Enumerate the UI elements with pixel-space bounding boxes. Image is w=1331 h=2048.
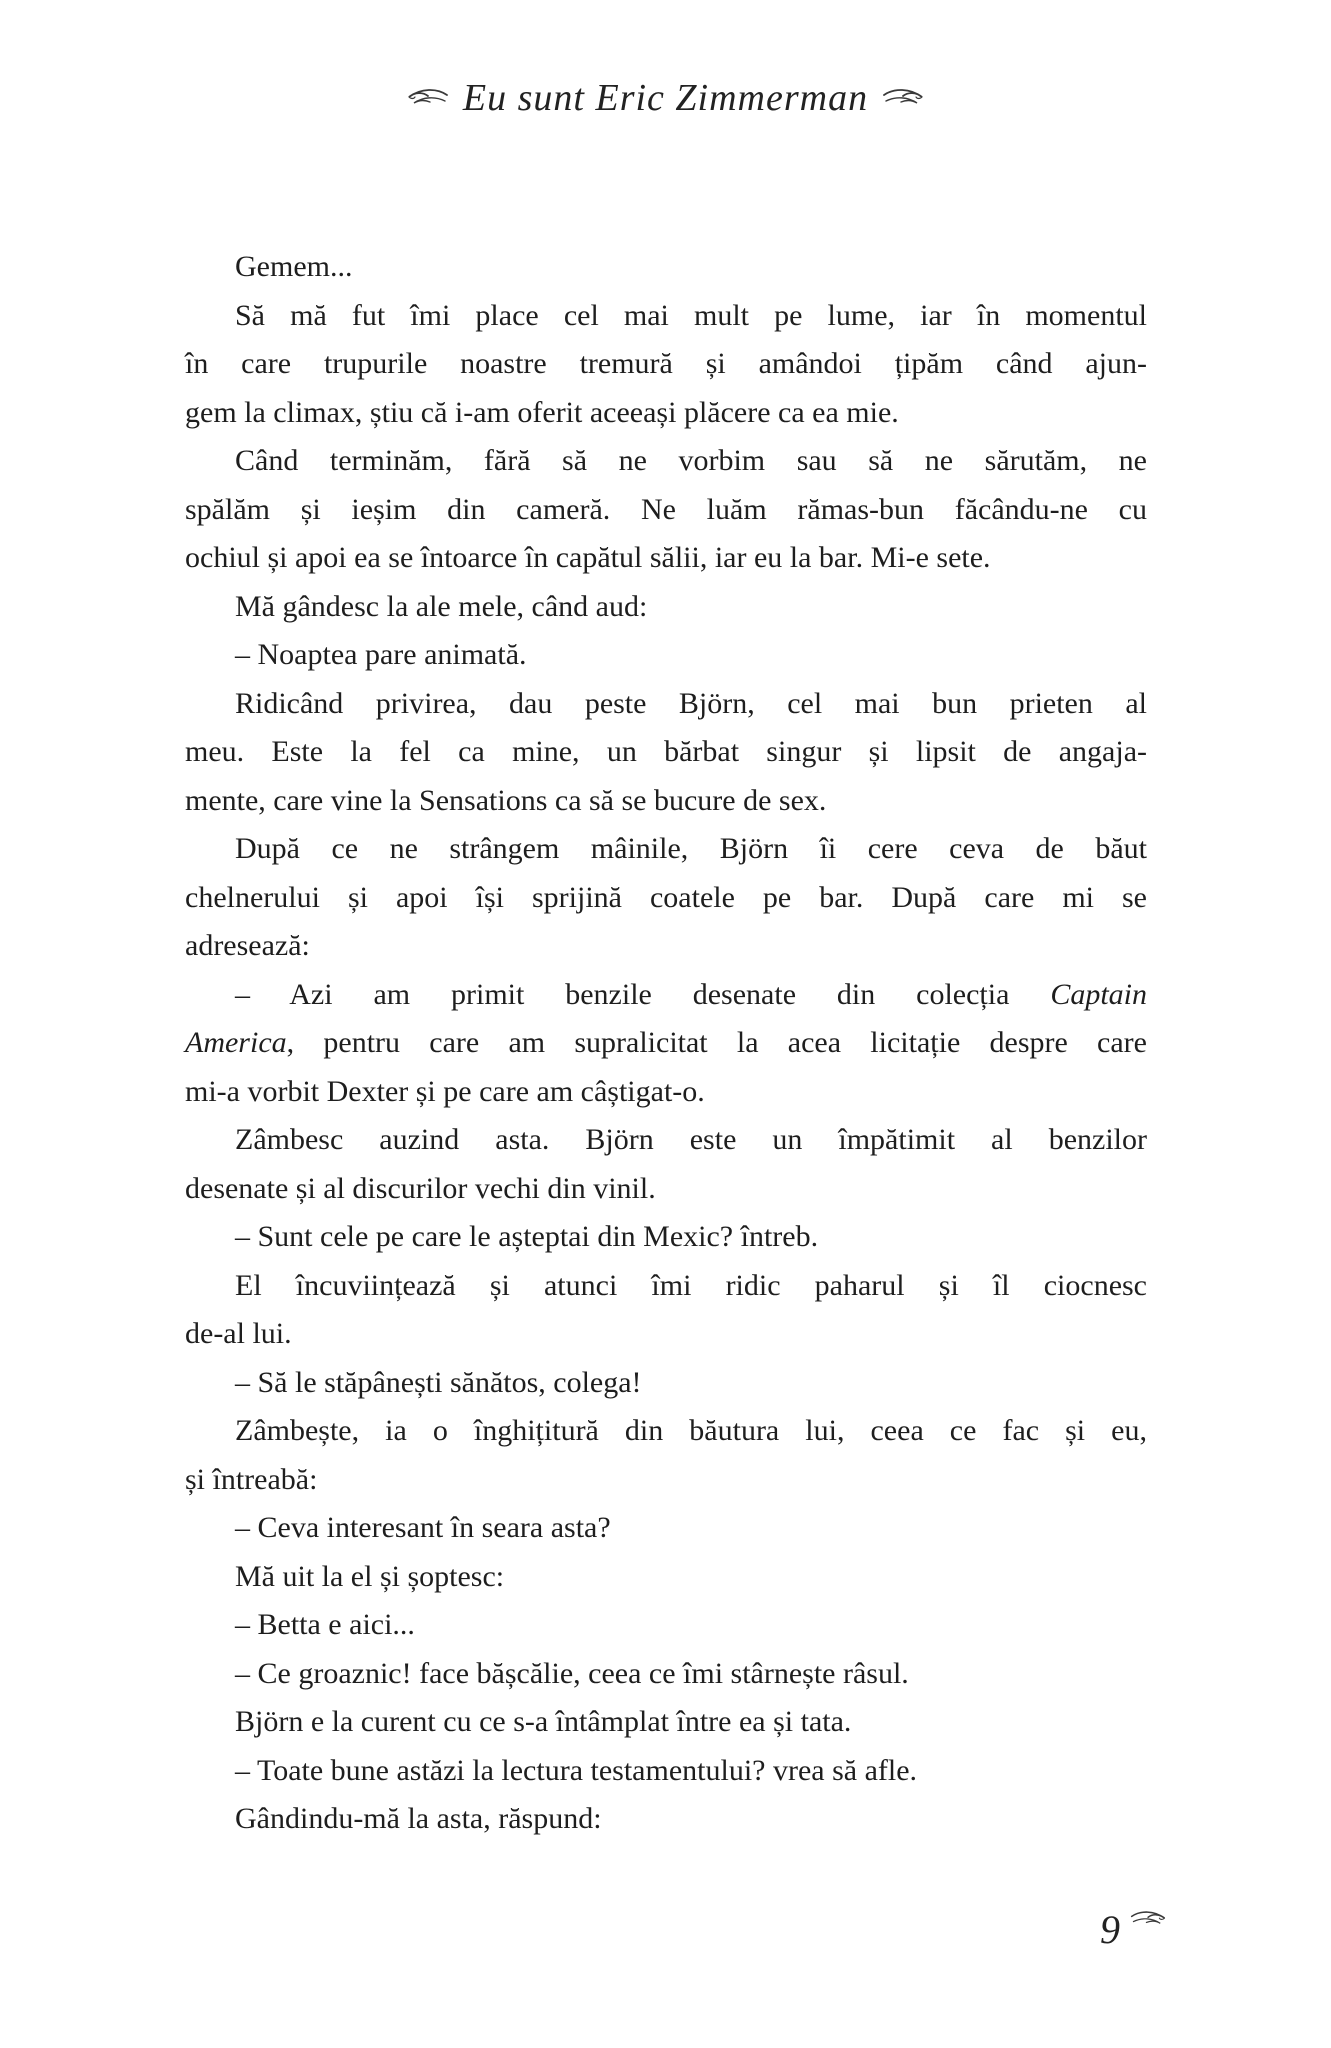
text-segment: Ridicând privirea, dau peste Björn, cel mai bun prieten al (235, 686, 1147, 720)
header-left-flourish-icon (405, 86, 449, 110)
text-segment: Mă uit la el și șoptesc: (235, 1559, 505, 1593)
text-line (185, 1213, 1147, 1262)
text-segment: Mă gândesc la ale mele, când aud: (235, 589, 648, 623)
italic-text-segment: Captain (1050, 977, 1147, 1011)
text-segment: – Noaptea pare animată. (235, 638, 527, 671)
text-line (185, 777, 1147, 826)
body-text (185, 243, 1147, 1844)
text-line (185, 1310, 1147, 1359)
text-segment: desenate și al discurilor vechi din vinil. (185, 1171, 656, 1205)
text-line (185, 1456, 1147, 1505)
page-footer (1100, 1908, 1168, 1952)
text-segment: de-al lui. (185, 1317, 292, 1350)
text-line (185, 1601, 1147, 1650)
text-segment: spălăm și ieșim din cameră. Ne luăm rămas-bun făcându-ne cu (185, 492, 1147, 526)
text-segment: – Betta e aici... (235, 1608, 415, 1641)
text-segment: – Toate bune astăzi la lectura testamentului? vrea să afle. (235, 1753, 918, 1787)
text-segment: adresează: (185, 929, 310, 962)
text-line (185, 1019, 1147, 1068)
text-line (185, 486, 1147, 535)
text-line (185, 1165, 1147, 1214)
text-segment: meu. Este la fel ca mine, un bărbat singur și lipsit de angaja- (185, 735, 1147, 768)
text-line (185, 680, 1147, 729)
header-right-flourish-icon (882, 86, 926, 110)
running-header (0, 76, 1331, 120)
text-segment: mente, care vine la Sensations ca să se bucure de sex. (185, 783, 827, 817)
text-line (185, 1650, 1147, 1699)
text-segment: El încuviințează și atunci îmi ridic paharul și îl ciocnesc (235, 1268, 1147, 1302)
text-segment: Gemem... (235, 250, 353, 283)
text-segment: ochiul și apoi ea se întoarce în capătul sălii, iar eu la bar. Mi-e sete. (185, 541, 991, 574)
text-segment: Zâmbesc auzind asta. Björn este un împătimit al benzilor (235, 1123, 1147, 1156)
text-segment: mi-a vorbit Dexter și pe care am câștigat-o. (185, 1074, 705, 1108)
book-title: Eu sunt Eric Zimmerman (462, 77, 869, 119)
text-line (185, 631, 1147, 680)
text-segment: gem la climax, știu că i-am oferit aceeași plăcere ca ea mie. (185, 395, 899, 429)
text-line (185, 583, 1147, 632)
text-segment: în care trupurile noastre tremură și amândoi țipăm când ajun- (185, 347, 1147, 380)
footer-flourish-icon (1130, 1908, 1168, 1930)
text-segment: Björn e la curent cu ce s-a întâmplat între ea și tata. (235, 1705, 852, 1738)
text-segment: După ce ne strângem mâinile, Björn îi cere ceva de băut (235, 832, 1147, 865)
text-line (185, 971, 1147, 1020)
text-line (185, 728, 1147, 777)
text-line (185, 340, 1147, 389)
text-segment: – Sunt cele pe care le așteptai din Mexic? întreb. (235, 1220, 819, 1253)
text-segment: – Ce groaznic! face bășcălie, ceea ce îmi stârnește râsul. (235, 1656, 909, 1690)
text-line (185, 825, 1147, 874)
text-segment: și întreabă: (185, 1462, 318, 1496)
text-line (185, 1116, 1147, 1165)
text-line (185, 874, 1147, 923)
text-line (185, 1359, 1147, 1408)
text-line (185, 1504, 1147, 1553)
text-segment: – Ceva interesant în seara asta? (235, 1511, 611, 1544)
text-segment: , pentru care am supralicitat la acea licitație despre care (286, 1026, 1147, 1059)
text-line (185, 534, 1147, 583)
text-line (185, 1698, 1147, 1747)
text-line (185, 389, 1147, 438)
text-segment: Să mă fut îmi place cel mai mult pe lume, iar în momentul (235, 298, 1147, 332)
page-number: 9 (1100, 1907, 1120, 1952)
text-segment: Când terminăm, fără să ne vorbim sau să ne sărutăm, ne (235, 444, 1147, 477)
text-line (185, 437, 1147, 486)
text-line (185, 922, 1147, 971)
text-line (185, 292, 1147, 341)
text-line (185, 1407, 1147, 1456)
text-line (185, 1068, 1147, 1117)
italic-text-segment: America (185, 1026, 287, 1059)
text-line (185, 1262, 1147, 1311)
text-line (185, 1553, 1147, 1602)
text-line (185, 1747, 1147, 1796)
text-segment: Gândindu-mă la asta, răspund: (235, 1802, 602, 1835)
text-segment: chelnerului și apoi își sprijină coatele pe bar. După care mi se (185, 880, 1147, 914)
text-segment: – Azi am primit benzile desenate din colecția (235, 977, 1051, 1011)
text-line (185, 243, 1147, 292)
text-segment: Zâmbește, ia o înghițitură din băutura lui, ceea ce fac și eu, (235, 1414, 1147, 1447)
text-segment: – Să le stăpânești sănătos, colega! (235, 1365, 642, 1399)
text-line (185, 1795, 1147, 1844)
